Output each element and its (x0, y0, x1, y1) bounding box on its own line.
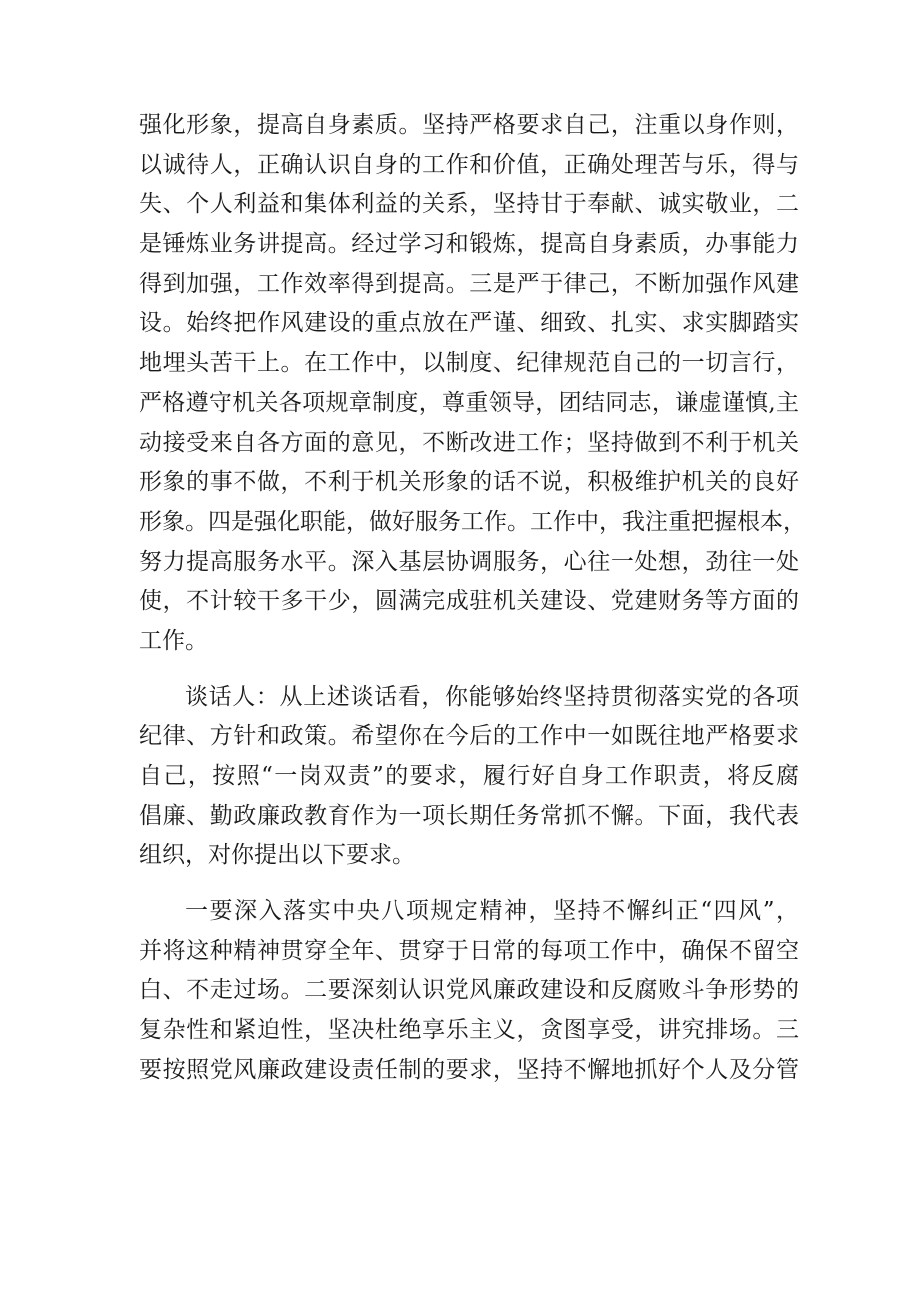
paragraph-spacer (139, 876, 799, 892)
paragraph-line: 以诚待人，正确认识自身的工作和价值，正确处理苦与乐，得与 (139, 151, 799, 178)
paragraph-line: 形象。四是强化职能，做好服务工作。工作中，我注重把握根本， (139, 508, 806, 535)
paragraph-line: 一要深入落实中央八项规定精神，坚持不懈纠正“四风”， (185, 898, 799, 925)
paragraph-line: 失、个人利益和集体利益的关系，坚持甘于奉献、诚实敬业，二 (139, 191, 799, 218)
paragraph-line: 强化形象，提高自身素质。坚持严格要求自己，注重以身作则， (139, 112, 799, 138)
paragraph-line: 设。始终把作风建设的重点放在严谨、细致、扎实、求实脚踏实 (139, 310, 799, 337)
paragraph-line: 得到加强，工作效率得到提高。三是严于律己，不断加强作风建 (139, 270, 799, 297)
paragraph-line: 谈话人：从上述谈话看，你能够始终坚持贯彻落实党的各项 (185, 683, 799, 710)
paragraph-line: 要按照党风廉政建设责任制的要求，坚持不懈地抓好个人及分管 (139, 1056, 799, 1083)
paragraph-line: 是锤炼业务讲提高。经过学习和锻炼，提高自身素质，办事能力 (139, 231, 799, 258)
paragraph-line: 动接受来自各方面的意见，不断改进工作；坚持做到不利于机关 (139, 429, 799, 456)
paragraph-3 (139, 892, 799, 1090)
paragraph-line: 使，不计较干多干少，圆满完成驻机关建设、党建财务等方面的 (139, 588, 799, 615)
paragraph-line: 形象的事不做，不利于机关形象的话不说，积极维护机关的良好 (139, 469, 799, 496)
paragraph-line: 组织，对你提出以下要求。 (139, 842, 415, 869)
paragraph-line: 并将这种精神贯穿全年、贯穿于日常的每项工作中，确保不留空 (139, 937, 799, 964)
paragraph-line: 地埋头苦干上。在工作中，以制度、纪律规范自己的一切言行， (139, 350, 799, 377)
paragraph-line: 倡廉、勤政廉政教育作为一项长期任务常抓不懈。下面，我代表 (139, 802, 799, 829)
paragraph-line: 复杂性和紧迫性，坚决杜绝享乐主义，贪图享受，讲究排场。三 (139, 1017, 799, 1044)
paragraph-spacer (139, 662, 799, 678)
paragraph-line: 严格遵守机关各项规章制度，尊重领导，团结同志，谦虚谨慎,主 (139, 389, 799, 416)
paragraph-line: 努力提高服务水平。深入基层协调服务，心往一处想，劲往一处 (139, 548, 799, 575)
paragraph-1 (139, 106, 806, 662)
paragraph-line: 工作。 (139, 627, 208, 654)
paragraph-line: 自己，按照“一岗双责”的要求，履行好自身工作职责，将反腐 (139, 763, 799, 789)
document-body (139, 106, 806, 1091)
paragraph-2 (139, 678, 799, 876)
paragraph-line: 纪律、方针和政策。希望你在今后的工作中一如既往地严格要求 (139, 723, 799, 750)
paragraph-line: 白、不走过场。二要深刻认识党风廉政建设和反腐败斗争形势的 (139, 977, 799, 1004)
